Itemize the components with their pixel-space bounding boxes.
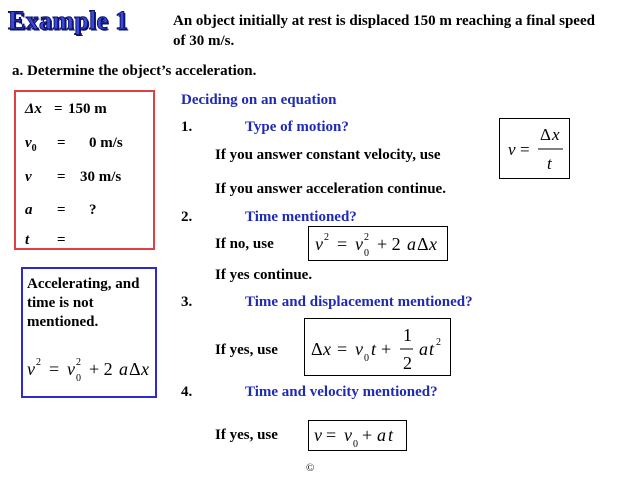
svg-text:a: a: [377, 425, 386, 445]
svg-text:0: 0: [76, 373, 81, 384]
svg-text:a: a: [419, 339, 428, 359]
step-2-label: Time mentioned?: [245, 209, 357, 225]
known-v-symbol: v: [25, 169, 32, 185]
svg-text:0: 0: [364, 353, 369, 364]
step-4-number: 4.: [181, 384, 193, 400]
question-a: a. Determine the object’s acceleration.: [12, 63, 257, 79]
svg-text:=: =: [337, 339, 348, 359]
known-v-equals: =: [57, 169, 66, 185]
known-v-value: 30 m/s: [80, 169, 122, 185]
svg-text:2: 2: [364, 232, 369, 243]
svg-text:v: v: [355, 234, 363, 254]
copyright-symbol: ©: [306, 462, 315, 474]
equation-dx-v0t-half-at2: [304, 318, 451, 376]
svg-text:t: t: [371, 339, 377, 359]
known-v0-value: 0 m/s: [89, 135, 123, 151]
step-1-number: 1.: [181, 119, 193, 135]
if-yes-use-text-3: If yes, use: [215, 342, 278, 358]
svg-text:+ 2: + 2: [89, 359, 113, 379]
svg-text:Δ: Δ: [129, 359, 141, 379]
equation-v2-v02-2adx: [308, 226, 448, 261]
known-v0-equals: =: [57, 135, 66, 151]
if-yes-continue-text: If yes continue.: [215, 267, 313, 283]
svg-text:Δ: Δ: [311, 339, 323, 359]
known-dx-value: 150 m: [68, 101, 107, 117]
svg-text:=: =: [326, 425, 337, 445]
svg-text:t: t: [388, 425, 394, 445]
svg-text:v: v: [67, 359, 75, 379]
problem-statement: An object initially at rest is displaced 150 m reaching a final speed of 30 m/s.: [173, 13, 595, 49]
known-dx-equals: =: [54, 101, 63, 117]
svg-text:x: x: [429, 234, 437, 254]
svg-text:+: +: [381, 339, 392, 359]
deciding-heading: Deciding on an equation: [181, 92, 337, 108]
svg-text:t: t: [547, 154, 552, 173]
svg-text:v: v: [314, 425, 322, 445]
known-t-equals: =: [57, 232, 66, 248]
const-velocity-text: If you answer constant velocity, use: [215, 147, 441, 163]
step-3-number: 3.: [181, 294, 193, 310]
summary-equation: [27, 353, 155, 390]
svg-text:=: =: [49, 359, 60, 379]
svg-text:Δ: Δ: [417, 234, 429, 254]
equation-v-dx-over-t: [499, 118, 570, 179]
svg-text:a: a: [407, 234, 416, 254]
svg-text:0: 0: [353, 439, 358, 450]
svg-text:a: a: [119, 359, 128, 379]
known-v0-symbol: $v_0$: [25, 135, 37, 154]
summary-box: [21, 267, 157, 398]
known-t-symbol: t: [25, 232, 30, 248]
svg-text:2: 2: [324, 232, 329, 243]
step-1-label: Type of motion?: [245, 119, 349, 135]
svg-text:x: x: [141, 359, 149, 379]
svg-text:=: =: [337, 234, 348, 254]
known-a-symbol: a: [25, 202, 33, 218]
if-yes-use-text-4: If yes, use: [215, 427, 278, 443]
accel-continue-text: If you answer acceleration continue.: [215, 181, 446, 197]
svg-text:v: v: [355, 339, 363, 359]
known-values-box: [14, 90, 155, 250]
svg-text:x: x: [323, 339, 331, 359]
svg-text:v: v: [508, 140, 516, 159]
svg-text:Δ: Δ: [540, 125, 551, 144]
known-a-equals: =: [57, 202, 66, 218]
known-dx-symbol: Δx: [25, 101, 42, 117]
known-a-value: ?: [89, 202, 97, 218]
svg-text:1: 1: [403, 325, 412, 345]
svg-text:0: 0: [364, 248, 369, 259]
svg-text:v: v: [344, 425, 352, 445]
svg-text:2: 2: [36, 357, 41, 368]
equation-v-v0-at: [308, 420, 407, 451]
svg-text:=: =: [520, 140, 530, 159]
svg-text:+ 2: + 2: [377, 234, 401, 254]
svg-text:v: v: [315, 234, 323, 254]
step-2-number: 2.: [181, 209, 193, 225]
svg-text:+: +: [362, 425, 373, 445]
svg-text:x: x: [552, 125, 560, 144]
svg-text:2: 2: [403, 353, 412, 373]
svg-text:t: t: [429, 339, 435, 359]
summary-text: Accelerating, and time is not mentioned.: [27, 276, 140, 330]
step-4-label: Time and velocity mentioned?: [245, 384, 438, 400]
if-no-use-text: If no, use: [215, 236, 274, 252]
svg-text:v: v: [27, 359, 35, 379]
svg-text:2: 2: [436, 337, 441, 348]
svg-text:2: 2: [76, 357, 81, 368]
step-3-label: Time and displacement mentioned?: [245, 294, 473, 310]
example-title: Example 1: [8, 6, 129, 35]
